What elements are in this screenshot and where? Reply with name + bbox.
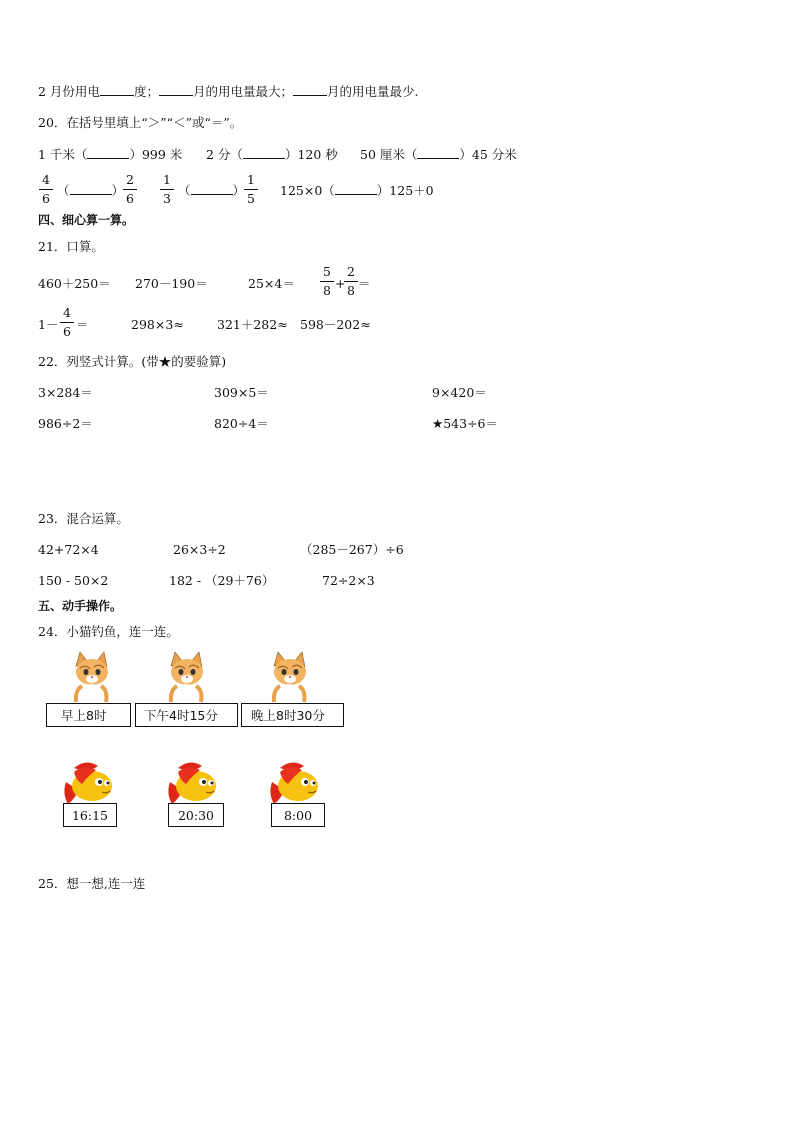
q20-left: 50 厘米（ bbox=[360, 147, 418, 162]
q20-title: 20．在括号里填上“＞”“＜”或“＝”。 bbox=[38, 115, 243, 130]
denominator: 6 bbox=[126, 191, 134, 206]
cat-time-label[interactable]: 晚上8时30分 bbox=[241, 703, 344, 727]
equals-sign: ＝ bbox=[358, 276, 371, 291]
line-part-3: 月的用电量最大； bbox=[192, 84, 293, 99]
vertical-calc-item: 3×284＝ bbox=[38, 385, 93, 400]
compare-blank-group bbox=[178, 182, 245, 199]
oral-calc-item: 298×3≈ bbox=[131, 317, 184, 332]
answer-blank[interactable] bbox=[293, 83, 327, 96]
cat-time-label[interactable]: 早上8时 bbox=[46, 703, 131, 727]
equals-sign: ＝ bbox=[76, 317, 89, 332]
oral-calc-item: 321＋282≈ bbox=[217, 317, 288, 332]
q25-title: 25．想一想,连一连 bbox=[38, 876, 146, 891]
fraction bbox=[60, 305, 74, 340]
q20-left: 2 分（ bbox=[206, 147, 243, 162]
fish-image bbox=[62, 760, 118, 806]
oral-calc-item: 598－202≈ bbox=[300, 317, 371, 332]
vertical-calc-item: 309×5＝ bbox=[214, 385, 269, 400]
cat-image bbox=[163, 650, 209, 704]
answer-blank[interactable] bbox=[70, 182, 112, 195]
fraction bbox=[123, 172, 137, 207]
q20-left: 1 千米（ bbox=[38, 147, 88, 162]
mixed-calc-item: 26×3÷2 bbox=[173, 542, 226, 557]
numerator: 1 bbox=[163, 172, 171, 187]
close-paren: ） bbox=[111, 183, 125, 198]
numerator: 2 bbox=[347, 264, 355, 279]
section-5-title: 五、动手操作。 bbox=[38, 599, 123, 613]
cat-image bbox=[68, 650, 114, 704]
line-part-4: 月的用电量最少. bbox=[326, 84, 419, 99]
denominator: 5 bbox=[247, 191, 255, 206]
close-paren: ） bbox=[232, 183, 246, 198]
answer-blank[interactable] bbox=[159, 83, 193, 96]
mixed-calc-item: （285－267）÷6 bbox=[300, 542, 404, 557]
oral-calc-item: 460＋250＝ bbox=[38, 276, 111, 291]
fraction bbox=[320, 264, 334, 299]
mixed-calc-item: 72÷2×3 bbox=[322, 573, 375, 588]
fraction bbox=[244, 172, 258, 207]
fraction bbox=[160, 172, 174, 207]
q20-right: ）999 米 bbox=[129, 147, 183, 162]
vertical-calc-item: 820÷4＝ bbox=[214, 416, 269, 431]
q20-row1-item bbox=[206, 146, 338, 163]
denominator: 3 bbox=[163, 191, 171, 206]
q21-title: 21．口算。 bbox=[38, 239, 104, 254]
answer-blank[interactable] bbox=[191, 182, 233, 195]
answer-blank[interactable] bbox=[100, 83, 134, 96]
mixed-calc-item: 150 - 50×2 bbox=[38, 573, 109, 588]
open-paren: （ bbox=[57, 183, 70, 198]
fraction bbox=[344, 264, 358, 299]
numerator: 2 bbox=[126, 172, 134, 187]
open-paren: （ bbox=[178, 183, 191, 198]
fraction bbox=[39, 172, 53, 207]
q23-title: 23．混合运算。 bbox=[38, 511, 129, 526]
fish-time-label[interactable]: 8:00 bbox=[271, 803, 325, 827]
vertical-calc-item: 9×420＝ bbox=[432, 385, 487, 400]
numerator: 5 bbox=[323, 264, 331, 279]
mixed-calc-item: 182 - （29＋76） bbox=[169, 573, 275, 588]
line-part-1: 2 月份用电 bbox=[38, 84, 100, 99]
electricity-question-line bbox=[38, 83, 418, 100]
answer-blank[interactable] bbox=[87, 146, 129, 159]
q20-right: ）45 分米 bbox=[459, 147, 517, 162]
denominator: 8 bbox=[323, 283, 331, 298]
compare-blank-group bbox=[57, 182, 124, 199]
numerator: 4 bbox=[63, 305, 71, 320]
fish-image bbox=[268, 760, 324, 806]
answer-blank[interactable] bbox=[335, 182, 377, 195]
one-minus-prefix: 1－ bbox=[38, 317, 59, 332]
q20-row1-item bbox=[38, 146, 182, 163]
answer-blank[interactable] bbox=[243, 146, 285, 159]
vertical-calc-item: 986÷2＝ bbox=[38, 416, 93, 431]
q20-row1-item bbox=[360, 146, 517, 163]
cat-image bbox=[266, 650, 312, 704]
section-4-title: 四、细心算一算。 bbox=[38, 213, 135, 227]
vertical-calc-item: ★543÷6＝ bbox=[432, 416, 498, 431]
cat-time-label[interactable]: 下午4时15分 bbox=[135, 703, 238, 727]
answer-blank[interactable] bbox=[417, 146, 459, 159]
plus-sign: + bbox=[335, 276, 346, 291]
denominator: 8 bbox=[347, 283, 355, 298]
expr-left: 125×0（ bbox=[280, 183, 335, 198]
denominator: 6 bbox=[42, 191, 50, 206]
line-part-2: 度； bbox=[133, 84, 159, 99]
numerator: 4 bbox=[42, 172, 50, 187]
denominator: 6 bbox=[63, 324, 71, 339]
q22-title: 22．列竖式计算。(带★的要验算) bbox=[38, 354, 227, 369]
oral-calc-item: 270－190＝ bbox=[135, 276, 208, 291]
q20-right: ）120 秒 bbox=[284, 147, 338, 162]
fish-time-label[interactable]: 16:15 bbox=[63, 803, 117, 827]
mixed-calc-item: 42+72×4 bbox=[38, 542, 99, 557]
oral-calc-item: 25×4＝ bbox=[248, 276, 295, 291]
q24-title: 24．小猫钓鱼，连一连。 bbox=[38, 624, 179, 639]
numerator: 1 bbox=[247, 172, 255, 187]
fish-image bbox=[166, 760, 222, 806]
q20-row2-expr bbox=[280, 182, 434, 199]
fish-time-label[interactable]: 20:30 bbox=[168, 803, 224, 827]
expr-right: ）125＋0 bbox=[376, 183, 434, 198]
